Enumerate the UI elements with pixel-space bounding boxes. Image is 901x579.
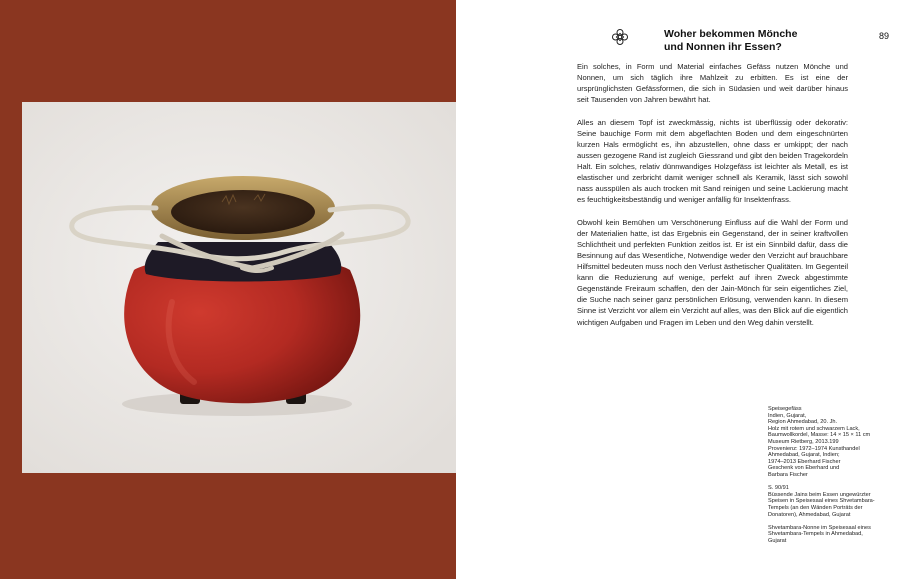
alms-bowl-illustration (22, 102, 456, 473)
body-paragraph-2: Alles an diesem Topf ist zweckmässig, nichts ist überflüssig oder dekorativ: Seine bauchige Form mit dem abgeflachten Boden und dem eingeschnürten kurzen Hals ermöglicht es, ihn abzustellen, ohne dass er umkippt; der nach aussen gezogene Rand ist zugleich Giessrand und gibt den beiden Tragekordeln Halt. Ein solches, relativ dünnwandiges Holzgefäss ist leichter als Metall, es ist elastischer und zerbricht damit weniger schnell als Keramik, lässt sich sowohl nass ausspülen als auch trocken mit Sand reinigen und seine Lackierung macht es feuchtigkeitsbeständig und weniger anfällig für Insektenfrass. (577, 117, 848, 205)
body-paragraph-3: Obwohl kein Bemühen um Verschönerung Einfluss auf die Wahl der Form und der Materialien hatte, ist das Ergebnis ein Gegenstand, der in seiner kraftvollen Schlichtheit und perfekten Funktion zeitlos ist. Er ist ein Sinnbild dafür, dass die Besinnung auf das Wesentliche, Notwendige weder den Verzicht auf brauchbare Hilfsmittel bedeuten muss noch den Verlust ästhetischer Qualitäten. Im Gegenteil kann die Reduzierung auf wenige, perfekt auf ihren Zweck abgestimmte Gegenstände Freiraum schaffen, den der Jain-Mönch für sein eigentliches Ziel, die Suche nach seiner ganz persönlichen Erlösung, verwenden kann. In diesem Sinne ist Verzicht vor allem ein Verzicht auf alles, was den Blick auf die eigentlich wichtigen Aufgaben und Fragen im Leben und den Weg dahin verstellt. (577, 217, 848, 327)
caption-line: 1974–2013 Eberhard Fischer (768, 458, 841, 465)
caption-spacer (768, 479, 896, 486)
caption-line: Speisegefäss (768, 406, 802, 412)
caption-line: Holz mit rotem und schwarzem Lack, (768, 425, 860, 432)
caption-line: Gujarat (768, 537, 787, 544)
caption-line: Geschenk von Eberhard und (768, 465, 840, 472)
caption-line: Shvetambara-Tempels in Ahmedabad, (768, 531, 863, 538)
caption-line: Barbara Fischer (768, 471, 808, 478)
body-paragraph-1: Ein solches, in Form und Material einfaches Gefäss nutzen Mönche und Nonnen, um sich täglich ihre Mahlzeit zu erbitten. Es ist eine der ursprünglichsten Gefässformen, die sich in Südasien und weit darüber hinaus seit Tausenden von Jahren bewährt hat. (577, 62, 848, 105)
heading-line-2: und Nonnen ihr Essen? (664, 40, 782, 53)
caption-line: Donatoren), Ahmedabad, Gujarat (768, 511, 851, 518)
knot-ornament-icon (611, 28, 629, 46)
caption-line: Tempels (an den Wänden Porträts der (768, 504, 863, 511)
photo-alms-bowl (22, 102, 456, 473)
caption-line: Provenienz: 1972–1974 Kunsthandel (768, 445, 860, 452)
caption-line: Speisen in Speisesaal eines Shvetambara- (768, 498, 875, 505)
body-text (577, 61, 848, 339)
caption-line: Region Ahmedabad, 20. Jh. (768, 419, 838, 426)
image-caption (768, 406, 896, 544)
caption-line: Museum Rietberg, 2013.199 (768, 438, 839, 445)
caption-line: Ahmedabad, Gujarat, Indien; (768, 452, 840, 459)
caption-line: Büssende Jains beim Essen ungewürzter (768, 491, 871, 498)
page-heading (664, 28, 834, 53)
caption-line: Indien, Gujarat, (768, 412, 807, 419)
caption-spacer (768, 518, 896, 525)
page-number: 89 (879, 31, 890, 41)
heading-line-1: Woher bekommen Mönche (664, 28, 798, 40)
caption-line: S. 90/91 (768, 485, 789, 492)
caption-line: Baumwollkordel, Masse: 14 × 15 × 11 cm (768, 432, 871, 439)
caption-line: Shvetambara-Nonne im Speisesaal eines (768, 524, 871, 531)
